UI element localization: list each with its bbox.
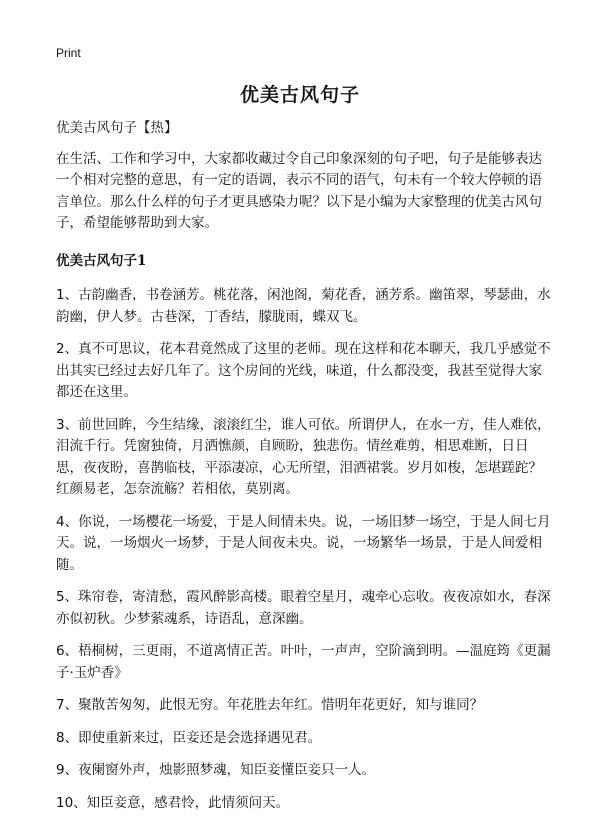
article-body <box>56 118 552 825</box>
intro-paragraph: 在生活、工作和学习中，大家都收藏过令自己印象深刻的句子吧，句子是能够表达一个相对完整的意思，有一定的语调，表示不同的语气，句未有一个较大停顿的语言单位。那么什么样的句子才更具感染力呢？以下是小编为大家整理的优美古风句子，希望能够帮助到大家。 <box>56 150 542 231</box>
sentence-item: 9、夜阑窗外声，烛影照梦魂，知臣妾懂臣妾只一人。 <box>56 762 376 778</box>
sentence-item: 7、聚散苦匆匆，此恨无穷。年花胜去年红。惜明年花更好，知与谁同？ <box>56 697 484 713</box>
sentence-item: 10、知臣妾意，感君怜，此情须问天。 <box>56 794 290 811</box>
sentence-item: 8、即使重新来过，臣妾还是会选择遇见君。 <box>56 729 322 746</box>
sentence-item: 6、梧桐树，三更雨，不道离情正苦。叶叶，一声声，空阶滴到明。—温庭筠《更漏子·玉炉香》 <box>56 643 551 681</box>
sentence-item: 1、古韵幽香，书卷涵芳。桃花落，闲池阁，菊花香，涵芳系。幽笛翠，琴瑟曲，水韵幽，伊人梦。古巷深，丁香结，朦胧雨，蝶双飞。 <box>56 287 551 325</box>
sentence-item: 2、真不可思议，花本君竟然成了这里的老师。现在这样和花本聊天，我几乎感觉不出其实已经过去好几年了。这个房间的光线，味道，什么都没变，我甚至觉得大家都还在这里。 <box>56 341 551 400</box>
section-heading: 优美古风句子1 <box>56 252 147 269</box>
print-link[interactable]: Print <box>56 46 81 60</box>
sentence-item: 5、珠帘卷，寄清愁，霞风醉影高楼。眼着空星月，魂牵心忘收。夜夜凉如水，春深亦似初秋。少梦萦魂系，诗语乱，意深幽。 <box>56 589 551 627</box>
sentence-item: 3、前世回眸，今生结缘，滚滚红尘，谁人可依。所谓伊人，在水一方，佳人难依，泪流千行。凭窗独倚，月洒憔颜，自顾盼，独悲伤。情丝难剪，相思难断，日日思，夜夜盼，喜鹊临枝，平添凄凉，心无所望，泪洒裙裳。岁月如梭，怎堪蹉跎？红颜易老，怎奈流觞？若相依，莫别离。 <box>56 416 551 497</box>
sentence-item: 4、你说，一场樱花一场爱，于是人间情未央。说，一场旧梦一场空，于是人间七月天。说，一场烟火一场梦，于是人间夜未央。说，一场繁华一场景，于是人间爱相随。 <box>56 513 551 573</box>
article-subtitle: 优美古风句子【热】 <box>56 120 178 136</box>
page-title: 优美古风句子 <box>239 84 360 106</box>
